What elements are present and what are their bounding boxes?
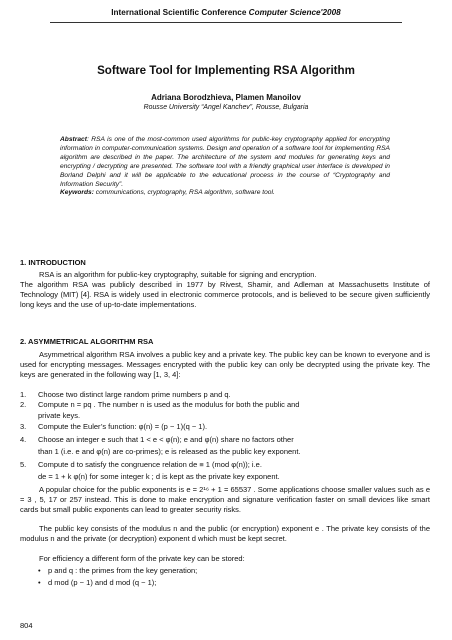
abstract-text: : RSA is one of the most-common used algorithms for public-key cryptography applied for encrypting information in computer-communication systems. Design and operation of a software tool for implementing RSA algorithm are described in the paper. The architecture of the system and modules for generating keys and encrypting / decrypting are presented. The software tool with a friendly graphical user interface is developed in Borland Delphi and it will be applicable to the educational process in the course of “Cryptography and Information Security”. (60, 136, 390, 188)
intro-paragraph-2: The algorithm RSA was publicly described in 1977 by Rivest, Shamir, and Adleman at Massachusetts Institute of Technology (MIT) [4]. RSA is widely used in electronic commerce protocols, and is believed to be secure given sufficiently long keys and the use of up-to-date implementations. (20, 280, 430, 309)
conference-header (0, 8, 452, 17)
step-text: Compute n = pq . The number n is used as the modulus for both the public and (38, 400, 300, 409)
step-text: Choose two distinct large random prime numbers p and q. (38, 390, 231, 399)
step-continuation: de = 1 + k φ(n) for some integer k ; d is kept as the private key exponent. (38, 472, 280, 481)
paper-title: Software Tool for Implementing RSA Algorithm (97, 64, 355, 77)
section-heading-asymmetrical: 2. ASYMMETRICAL ALGORITHM RSA (20, 337, 154, 346)
bullet-text: p and q : the primes from the key generation; (48, 566, 198, 575)
conference-prefix: International Scientific Conference (111, 8, 249, 17)
section-heading-introduction: 1. INTRODUCTION (20, 258, 86, 267)
step-number: 2. (20, 400, 27, 409)
asym-paragraph-1: Asymmetrical algorithm RSA involves a public key and a private key. The public key can be known to everyone and is used for encrypting messages. Messages encrypted with the public key can only be decrypted using the private key. The keys are generated in the following way [1, 3, 4]: (20, 350, 430, 379)
step-number: 3. (20, 422, 27, 431)
header-rule (50, 22, 402, 23)
keywords-label: Keywords: (60, 189, 94, 197)
bullet-dot-icon: • (38, 578, 41, 587)
step-text: Compute the Euler’s function: φ(n) = (p − 1)(q − 1). (38, 422, 208, 431)
step-number: 1. (20, 390, 27, 399)
bullet-text: d mod (p − 1) and d mod (q − 1); (48, 578, 157, 587)
intro-paragraph-1: RSA is an algorithm for public-key cryptography, suitable for signing and encryption. (39, 270, 317, 279)
paper-affiliation: Rousse University “Angel Kanchev”, Rousse, Bulgaria (143, 104, 309, 111)
step-continuation: than 1 (i.e. e and φ(n) are co-primes); e is released as the public key exponent. (38, 447, 301, 456)
step-number: 5. (20, 460, 27, 469)
conference-name: Computer Science'2008 (248, 8, 341, 17)
page-number: 804 (20, 621, 33, 630)
bullet-dot-icon: • (38, 566, 41, 575)
paragraph-efficiency: For efficiency a different form of the private key can be stored: (39, 554, 245, 563)
step-continuation: private keys. (38, 411, 81, 420)
abstract-block (60, 136, 390, 198)
abstract-label: Abstract (60, 136, 87, 143)
paragraph-public-exponent: A popular choice for the public exponents is e = 2¹⁶ + 1 = 65537 . Some applications choose smaller values such as e = 3 , 5, 17 or 257 instead. This is done to make encryption and signature verification faster on small devices like smart cards but small public exponents can lead to greater security risks. (20, 485, 430, 514)
paper-authors: Adriana Borodzhieva, Plamen Manoilov (151, 93, 301, 102)
step-number: 4. (20, 435, 27, 444)
paragraph-key-composition: The public key consists of the modulus n and the public (or encryption) exponent e . The private key consists of the modulus n and the private (or decryption) exponent d which must be kept secret. (20, 524, 430, 543)
step-text: Choose an integer e such that 1 < e < φ(n); e and φ(n) share no factors other (38, 435, 294, 444)
keywords-text: communications, cryptography, RSA algorithm, software tool. (93, 189, 275, 197)
step-text: Compute d to satisfy the congruence relation de ≡ 1 (mod φ(n)); i.e. (38, 460, 262, 469)
